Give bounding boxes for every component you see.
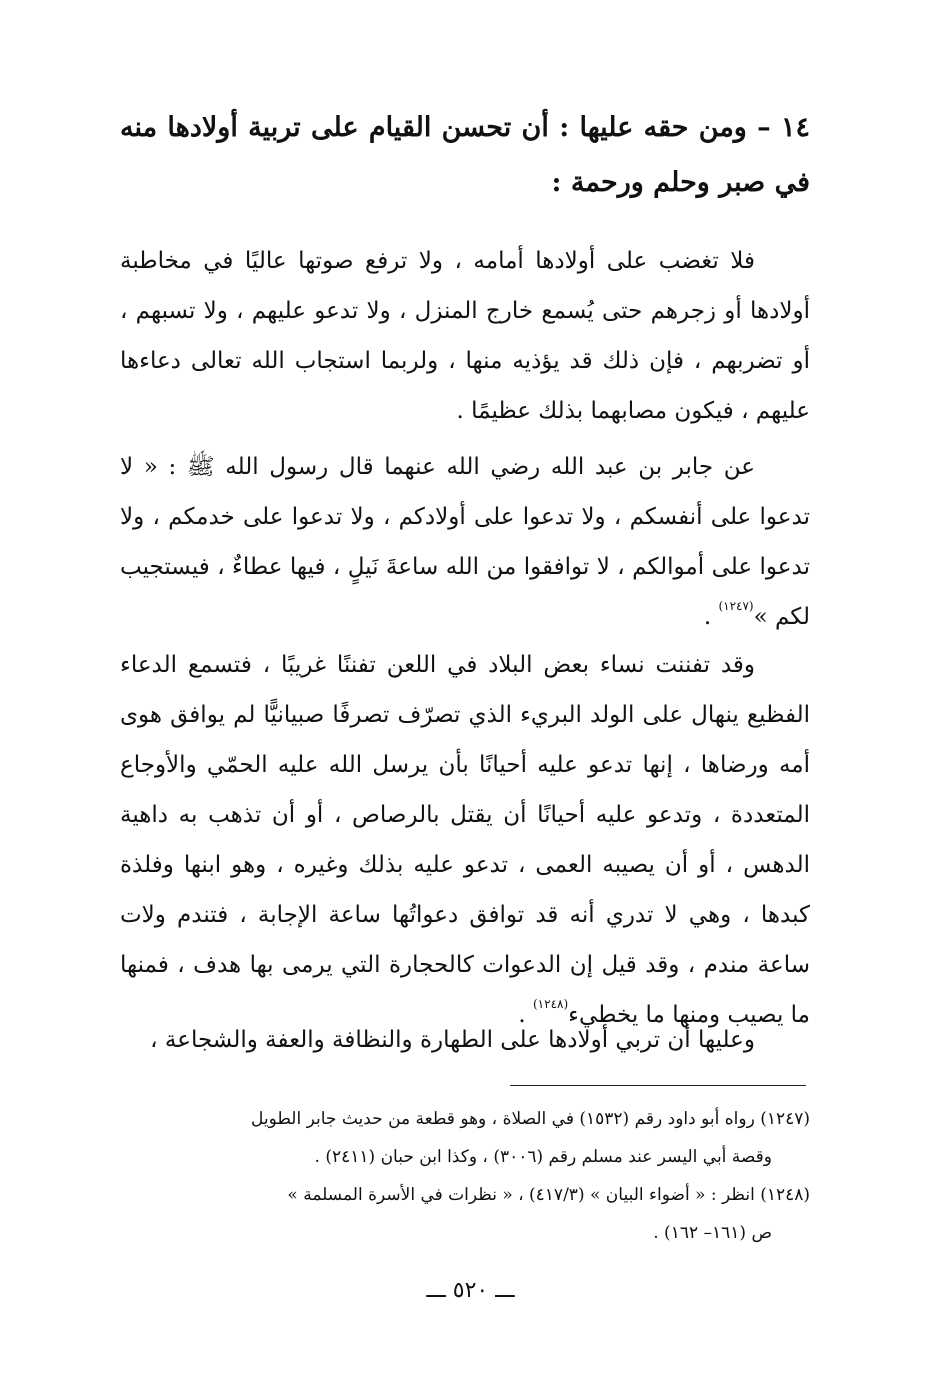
footnote-1247 <box>118 1100 810 1176</box>
footnote-1248 <box>118 1176 810 1252</box>
paragraph-1: فلا تغضب على أولادها أمامه ، ولا ترفع صوتها عاليًا في مخاطبة أولادها أو زجرهم حتى يُسمع خارج المنزل ، ولا تدعو عليهم ، ولا تسبهم ، أو تضربهم ، فإن ذلك قد يؤذيه منها ، ولربما استجاب الله تعالى دعاءها عليهم ، فيكون مصابهما بذلك عظيمًا . <box>120 248 810 424</box>
footnote-ref-1247: (١٢٤٧) <box>718 599 754 613</box>
footnotes-section <box>118 1100 810 1252</box>
paragraph-4: وعليها أن تربي أولادها على الطهارة والنظافة والعفة والشجاعة ، <box>150 1027 755 1053</box>
paragraph-3-text: وقد تفننت نساء بعض البلاد في اللعن تفننًا غريبًا ، فتسمع الدعاء الفظيع ينهال على الولد البريء الذي تصرّف تصرفًا صبيانيًّا لم يوافق هوى أمه ورضاها ، إنها تدعو عليه أحيانًا بأن يرسل الله عليه الحمّي والأوجاع المتعددة ، وتدعو عليه أحيانًا أن يقتل بالرصاص ، أو أن تذهب به داهية الدهس ، أو أن يصيبه العمى ، تدعو عليه بذلك وغيره ، وهو ابنها وفلذة كبدها ، وهي لا تدري أنه قد توافق دعواتُها ساعة الإجابة ، فتندم ولات ساعة مندم ، وقد قيل إن الدعوات كالحجارة التي يرمى بها هدف ، فمنها ما يصيب ومنها ما يخطيء <box>120 652 810 1028</box>
footnote-1247-line2: وقصة أبي اليسر عند مسلم رقم (٣٠٠٦) ، وكذا ابن حبان (٢٤١١) . <box>314 1147 772 1167</box>
footnote-1247-line1: (١٢٤٧) رواه أبو داود رقم (١٥٣٢) في الصلاة ، وهو قطعة من حديث جابر الطويل <box>250 1109 810 1129</box>
paragraph-2-hadith <box>120 442 810 642</box>
hadith-text: عن جابر بن عبد الله رضي الله عنهما قال رسول الله ﷺ : « لا تدعوا على أنفسكم ، ولا تدعوا على أولادكم ، ولا تدعوا على خدمكم ، ولا تدعوا على أموالكم ، لا توافقوا من الله ساعةَ نَيلٍ ، فيها عطاءٌ ، فيستجيب لكم » <box>120 454 810 630</box>
hadith-end-punct: . <box>703 604 719 630</box>
footnote-ref-1248: (١٢٤٨) <box>532 997 569 1011</box>
section-heading: ١٤ – ومن حقه عليها : أن تحسن القيام على تربية أولادها منه في صبر وحلم ورحمة : <box>120 112 810 198</box>
paragraph-3-end-punct: . <box>518 1002 533 1028</box>
footnote-divider <box>510 1085 806 1086</box>
footnote-1248-line2: ص (١٦١– ١٦٢) . <box>653 1223 772 1243</box>
footnote-1248-line1: (١٢٤٨) انظر : « أضواء البيان » (٤١٧/٣) ، « نظرات في الأسرة المسلمة » <box>287 1185 810 1205</box>
paragraph-3 <box>120 640 810 1040</box>
page-number: ـــ ٥٢٠ ـــ <box>426 1278 515 1303</box>
